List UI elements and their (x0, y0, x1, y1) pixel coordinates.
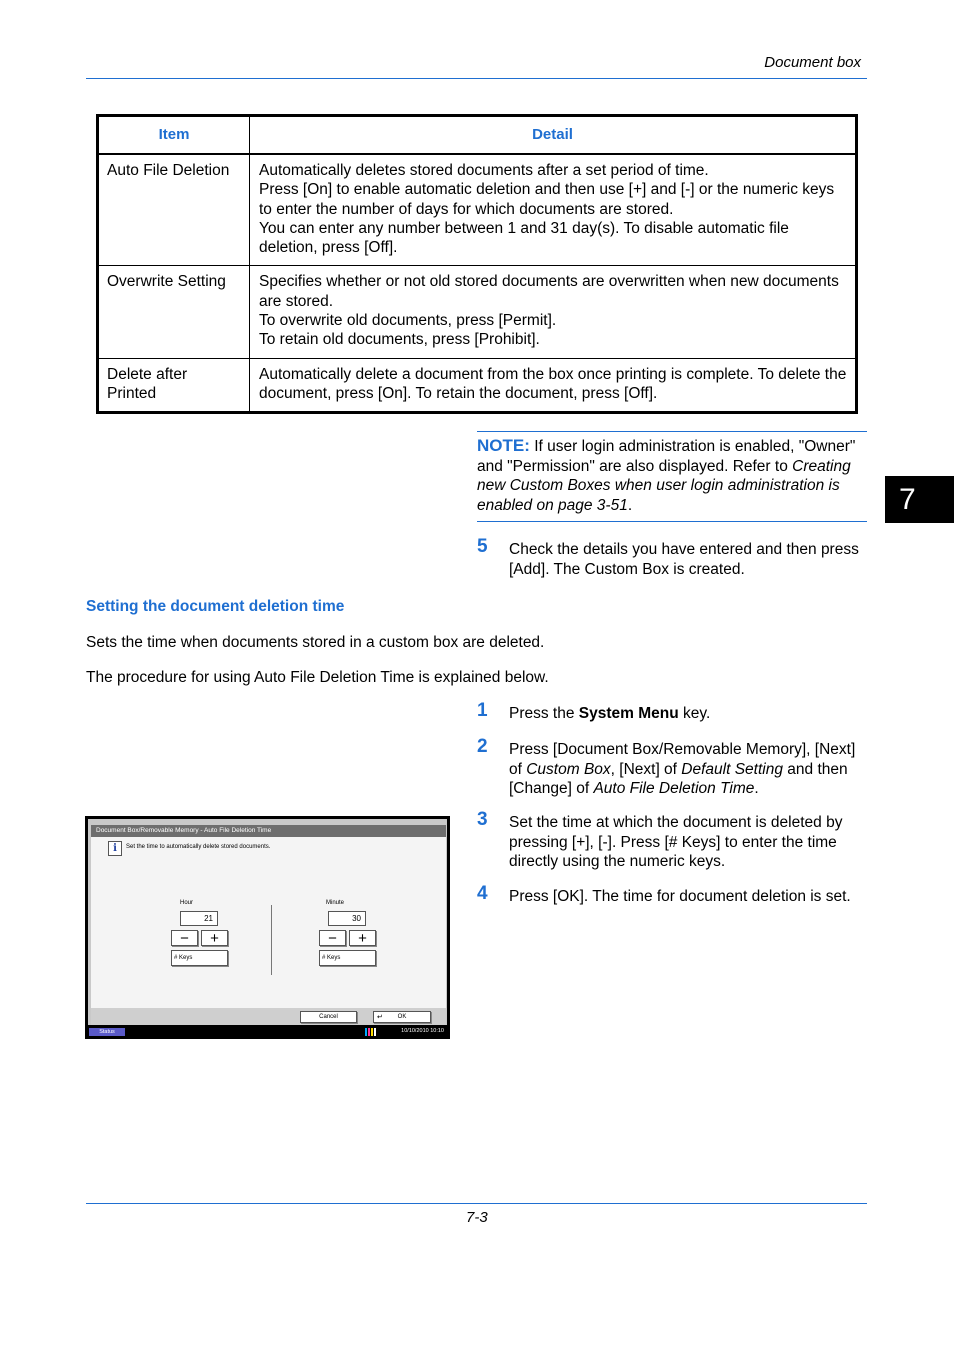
minute-minus-button[interactable] (319, 930, 346, 946)
hour-label: Hour (180, 900, 194, 906)
detail-line: Specifies whether or not old stored documents are overwritten when new documents are stored. (259, 273, 839, 310)
step-text-part: key. (678, 705, 711, 722)
screen-frame (88, 819, 447, 1025)
table-cell-item: Delete after Printed (99, 359, 250, 412)
step-number: 2 (477, 736, 488, 757)
footer-rule (86, 1203, 867, 1204)
step-number: 5 (477, 536, 488, 557)
step-text-italic: Custom Box (526, 760, 611, 778)
step-text (509, 704, 869, 724)
settings-table (96, 114, 858, 414)
screen-panel (91, 837, 446, 1008)
section-paragraph: Sets the time when documents stored in a custom box are deleted. (86, 634, 545, 651)
step-2 (477, 736, 869, 799)
detail-line: Automatically delete a document from the box once printing is complete. To delete the document, press [On]. To retain the document, press [Off]. (259, 365, 847, 402)
toner-icon (365, 1027, 377, 1036)
table-cell-item: Auto File Deletion (99, 155, 250, 265)
table-cell-item: Overwrite Setting (99, 266, 250, 357)
table-row (99, 155, 855, 265)
step-text-part: Press the (509, 705, 579, 722)
enter-icon: ↵ (377, 1014, 383, 1021)
note-reference: Creating new Custom Boxes when user login administration is enabled on page 3-51 (477, 457, 851, 514)
step-text-part: . (754, 780, 759, 797)
note-box (477, 431, 867, 522)
detail-line: You can enter any number between 1 and 31 day(s). To disable automatic file deletion, press [Off]. (259, 219, 789, 257)
detail-line: To retain old documents, press [Prohibit]. (259, 331, 540, 349)
minus-icon: − (180, 929, 189, 947)
plus-icon: + (210, 929, 219, 947)
section-paragraph: The procedure for using Auto File Deletion Time is explained below. (86, 669, 549, 686)
step-text (509, 740, 869, 799)
detail-line: Press [On] to enable automatic deletion and then use [+] and [-] or the numeric keys to enter the number of days for which documents are stored. (259, 181, 835, 218)
table-header-row (99, 117, 855, 155)
table-cell-detail (250, 359, 855, 412)
note-end: . (627, 496, 633, 514)
ok-button[interactable] (373, 1011, 431, 1023)
section-title: Setting the document deletion time (86, 598, 345, 615)
detail-line: To overwrite old documents, press [Permit]. (259, 312, 557, 330)
step-text: Press [OK]. The time for document deletion is set. (509, 888, 851, 905)
step-text-part: , [Next] of (610, 760, 682, 778)
hour-plus-button[interactable] (201, 930, 228, 946)
plus-icon: + (358, 929, 367, 947)
page-number: 7-3 (466, 1209, 488, 1226)
step-text: Set the time at which the document is deleted by pressing [+], [-]. Press [# Keys] to enter the time directly using the numeric keys. (509, 814, 843, 870)
table-row (99, 265, 855, 357)
step-5 (477, 536, 869, 579)
screen-title: Document Box/Removable Memory - Auto File Deletion Time (91, 825, 446, 837)
system-menu-key-name: System Menu (578, 705, 679, 722)
table-cell-detail (250, 266, 855, 357)
table-row (99, 358, 855, 412)
hour-keys-button[interactable]: # Keys (171, 950, 228, 966)
hour-minus-button[interactable] (171, 930, 198, 946)
chapter-tab: 7 (885, 476, 954, 523)
screen-message: Set the time to automatically delete stored documents. (126, 844, 271, 850)
ok-label: OK (397, 1014, 407, 1020)
minute-field[interactable]: 30 (328, 911, 366, 926)
minute-plus-button[interactable] (349, 930, 376, 946)
step-4 (477, 883, 869, 907)
step-text-italic: Default Setting (681, 760, 783, 778)
minute-label: Minute (326, 900, 345, 906)
step-number: 1 (477, 700, 488, 721)
hour-field[interactable]: 21 (180, 911, 218, 926)
device-screen (85, 816, 450, 1039)
step-1 (477, 700, 869, 724)
header-rule (86, 78, 867, 79)
note-label: NOTE: (477, 436, 530, 455)
step-text-part: Press [Document Box/Removable Memory], [Next] of (509, 741, 856, 778)
field-divider (271, 905, 272, 975)
status-button[interactable]: Status (89, 1028, 125, 1036)
table-header-item: Item (99, 117, 250, 153)
cancel-button[interactable]: Cancel (300, 1011, 357, 1023)
step-number: 3 (477, 809, 488, 830)
note-text: If user login administration is enabled, "Owner" and "Permission" are also displayed. Refer to (477, 438, 856, 475)
step-text: Check the details you have entered and then press [Add]. The Custom Box is created. (509, 541, 859, 578)
running-header: Document box (764, 54, 861, 71)
screen-action-bar (91, 1008, 446, 1025)
status-datetime: 10/10/2010 10:10 (401, 1028, 444, 1034)
minus-icon: − (328, 929, 337, 947)
step-number: 4 (477, 883, 488, 904)
minute-keys-button[interactable]: # Keys (319, 950, 376, 966)
table-cell-detail (250, 155, 855, 265)
step-text-italic: Auto File Deletion Time (593, 780, 755, 797)
status-bar (85, 1025, 450, 1039)
step-text-part: and then [Change] of (509, 760, 848, 797)
detail-line: Automatically deletes stored documents after a set period of time. (259, 162, 709, 179)
table-header-detail: Detail (532, 126, 573, 144)
info-icon: i (108, 841, 122, 856)
step-3 (477, 809, 869, 872)
